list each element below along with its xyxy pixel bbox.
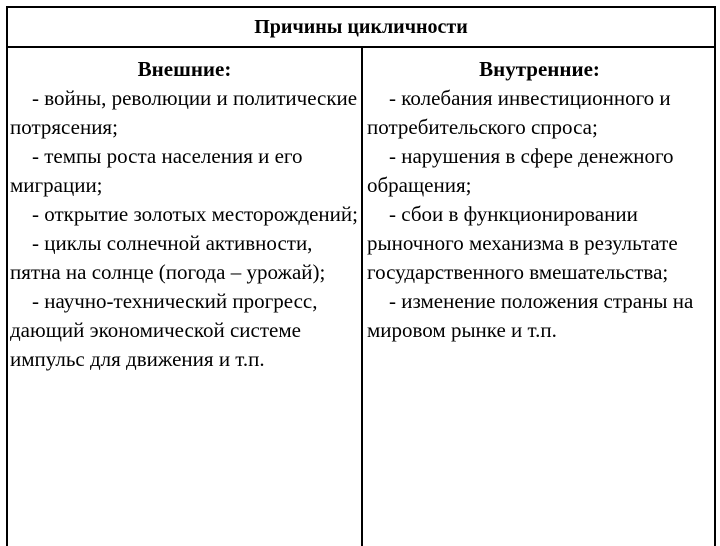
internal-cause-item: - колебания инвестиционного и потребительского спроса; [367, 86, 671, 139]
table-title: Причины цикличности [8, 8, 714, 48]
external-cause-item: - темпы роста населения и его миграции; [10, 144, 303, 197]
external-cause-item: - войны, революции и политические потрясения; [10, 86, 358, 139]
internal-causes-column [363, 48, 714, 546]
external-cause-item: - научно-технический прогресс, дающий экономической системе импульс для движения и т.п. [10, 289, 318, 371]
external-causes-heading: Внешние: [137, 57, 232, 81]
internal-cause-item: - сбои в функционировании рыночного механизма в результате государственного вмешательства; [367, 202, 678, 284]
external-causes-column [8, 48, 363, 546]
causes-table [6, 6, 716, 546]
external-cause-item: - циклы солнечной активности, пятна на солнце (погода – урожай); [10, 231, 326, 284]
internal-cause-item: - нарушения в сфере денежного обращения; [367, 144, 674, 197]
internal-cause-item: - изменение положения страны на мировом рынке и т.п. [367, 289, 694, 342]
external-cause-item: - открытие золотых месторождений; [32, 202, 358, 226]
internal-causes-heading: Внутренние: [479, 57, 600, 81]
table-columns [8, 48, 714, 546]
